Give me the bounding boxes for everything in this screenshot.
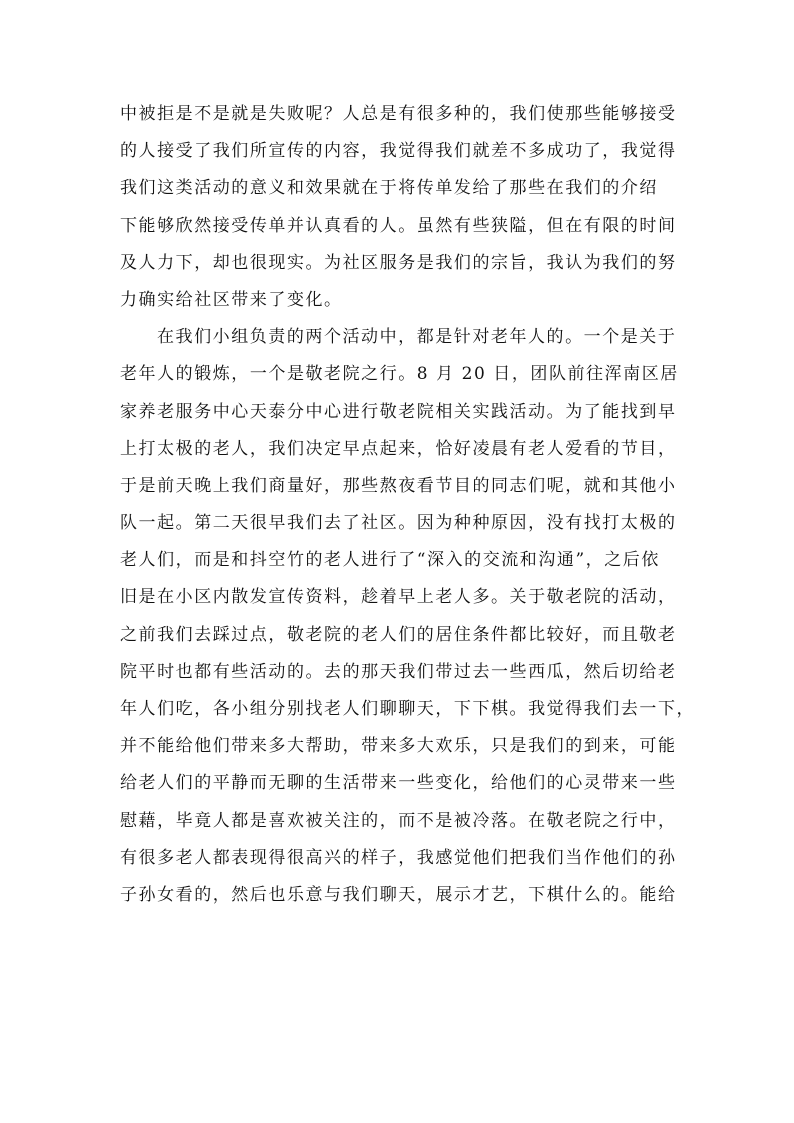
text-line: 力确实给社区带来了变化。	[120, 289, 343, 310]
text-line: 老人们，而是和抖空竹的老人进行了“深入的交流和沟通”，之后依	[120, 550, 660, 571]
text-line: 于是前天晚上我们商量好，那些熬夜看节目的同志们呢，就和其他小	[120, 475, 677, 496]
text-line: 之前我们去踩过点，敬老院的老人们的居住条件都比较好，而且敬老	[120, 624, 677, 645]
text-line: 并不能给他们带来多大帮助，带来多大欢乐，只是我们的到来，可能	[120, 736, 677, 757]
text-line: 及人力下，却也很现实。为社区服务是我们的宗旨，我认为我们的努	[120, 252, 677, 273]
text-line: 有很多老人都表现得很高兴的样子，我感觉他们把我们当作他们的孙	[120, 847, 677, 868]
text-line: 给老人们的平静而无聊的生活带来一些变化，给他们的心灵带来一些	[120, 773, 677, 794]
text-line: 我们这类活动的意义和效果就在于将传单发给了那些在我们的介绍	[120, 178, 658, 199]
paragraph-1	[120, 96, 678, 319]
text-line: 慰藉，毕竟人都是喜欢被关注的，而不是被冷落。在敬老院之行中，	[120, 810, 677, 831]
text-line: 中被拒是不是就是失败呢？人总是有很多种的，我们使那些能够接受	[120, 104, 677, 124]
text-line: 在我们小组负责的两个活动中，都是针对老年人的。一个是关于	[157, 327, 677, 348]
text-line: 旧是在小区内散发宣传资料，趁着早上老人多。关于敬老院的活动，	[120, 587, 677, 608]
text-line: 队一起。第二天很早我们去了社区。因为种种原因，没有找打太极的	[120, 513, 677, 534]
text-line: 的人接受了我们所宣传的内容，我觉得我们就差不多成功了，我觉得	[120, 141, 677, 162]
text-line: 下能够欣然接受传单并认真看的人。虽然有些狭隘，但在有限的时间	[120, 215, 677, 236]
text-line: 老年人的锻炼，一个是敬老院之行。8 月 20 日，团队前往浑南区居	[120, 364, 679, 385]
text-line: 家养老服务中心天泰分中心进行敬老院相关实践活动。为了能找到早	[120, 401, 677, 422]
text-line: 院平时也都有些活动的。去的那天我们带过去一些西瓜，然后切给老	[120, 661, 677, 682]
body-text	[120, 96, 696, 914]
text-line: 子孙女看的，然后也乐意与我们聊天，展示才艺，下棋什么的。能给	[120, 884, 677, 905]
text-line: 年人们吃，各小组分别找老人们聊聊天，下下棋。我觉得我们去一下，	[120, 699, 696, 719]
text-line: 上打太极的老人，我们决定早点起来，恰好凌晨有老人爱看的节目，	[120, 438, 677, 459]
paragraph-2	[120, 319, 696, 914]
